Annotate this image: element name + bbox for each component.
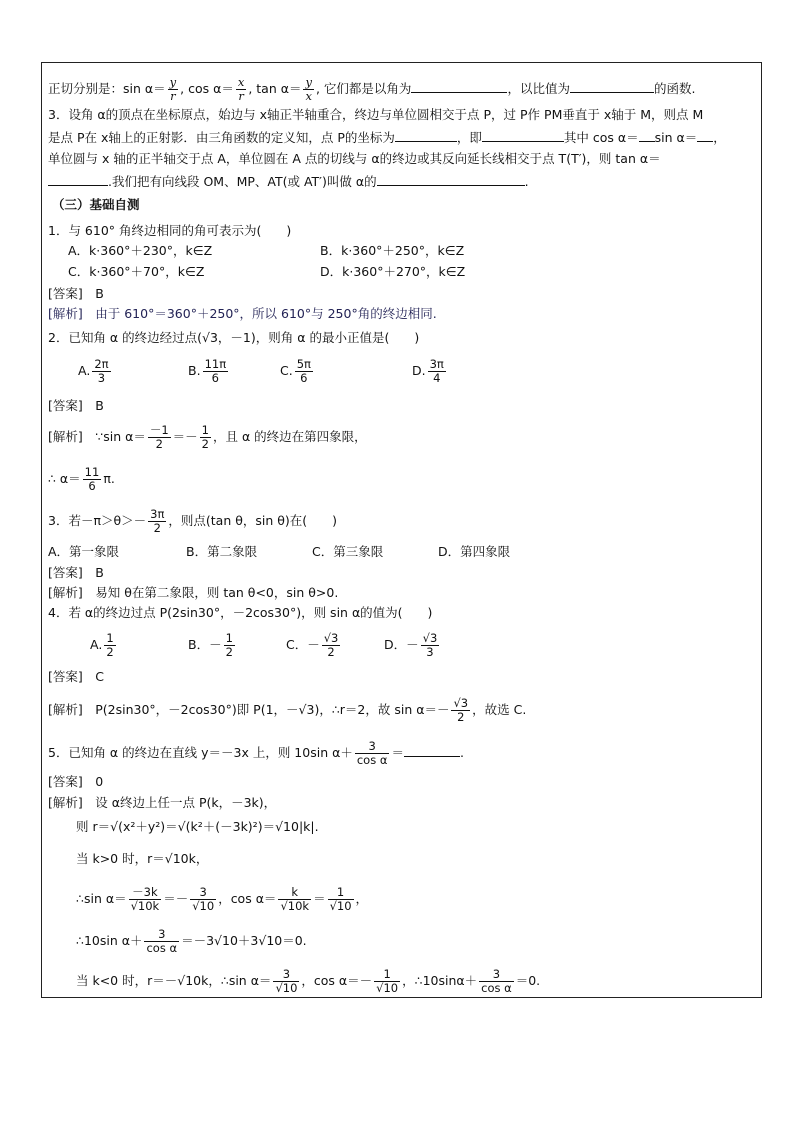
fraction: [273, 968, 299, 995]
q1-stem: 1．与 610° 角终边相同的角可表示为( ): [48, 223, 292, 238]
denominator: 2: [201, 437, 209, 451]
text: , cos α＝: [180, 81, 234, 96]
fraction: [92, 358, 110, 385]
text: ＝0.: [515, 973, 541, 988]
text: sin α＝: [654, 130, 698, 145]
intro-line-1: [48, 76, 695, 103]
text: ，cos α＝－: [301, 973, 373, 988]
numerator: k: [278, 886, 311, 900]
q1-option-b: B．k·360°＋250°，k∈Z: [320, 243, 465, 258]
text: ∴ α＝: [48, 471, 81, 486]
numerator: 2π: [94, 357, 109, 371]
numerator: 3: [190, 886, 216, 900]
fraction: [451, 697, 470, 724]
numerator: 3: [479, 968, 514, 982]
q3-option-c: C．第三象限: [312, 544, 384, 559]
text: ＝－3√10＋3√10＝0.: [181, 933, 307, 948]
fraction: [355, 740, 390, 767]
fraction: [428, 358, 446, 385]
fraction: [104, 632, 115, 659]
text: C.: [280, 363, 293, 378]
q3-analysis: [解析] 易知 θ在第二象限，则 tan θ<0，sin θ>0.: [48, 585, 339, 600]
numerator: 1: [106, 631, 114, 645]
text: ，即: [456, 130, 482, 145]
text: B．－: [188, 637, 222, 652]
denominator: 2: [225, 645, 233, 659]
q4-option-a: [90, 632, 118, 659]
denominator: x: [305, 89, 312, 103]
numerator: 1: [374, 968, 400, 982]
numerator: 11π: [204, 357, 227, 371]
denominator: 2: [155, 437, 163, 451]
denominator: 3: [97, 371, 106, 385]
text: 是点 P在 x轴上的正射影．由三角函数的定义知，点 P的坐标为: [48, 130, 395, 145]
q1-option-c: C．k·360°＋70°，k∈Z: [68, 264, 205, 279]
q1-option-d: D．k·360°＋270°，k∈Z: [320, 264, 466, 279]
numerator: √3: [422, 631, 438, 645]
fraction: [236, 76, 247, 103]
intro-p3-line-4: [48, 172, 529, 191]
fraction: [421, 632, 440, 659]
denominator: √10k: [130, 899, 160, 913]
text: , tan α＝: [248, 81, 302, 96]
numerator: 1: [328, 886, 354, 900]
q2-option-b: [188, 358, 230, 385]
text: ，cos α＝: [218, 891, 277, 906]
text: A.: [78, 363, 91, 378]
q5-analysis-1: [解析] 设 α终边上任一点 P(k，－3k)，: [48, 795, 277, 810]
q4-option-d: [384, 632, 441, 659]
denominator: √10: [275, 981, 298, 995]
denominator: 2: [327, 645, 335, 659]
fraction: [303, 76, 314, 103]
denominator: √10: [329, 899, 352, 913]
q2-option-c: [280, 358, 315, 385]
q3-stem: [48, 508, 337, 535]
numerator: x: [237, 75, 245, 89]
text: ＝: [313, 891, 326, 906]
q4-option-b: [188, 632, 237, 659]
text: ，故选 C.: [472, 702, 527, 717]
fraction: [322, 632, 341, 659]
denominator: 6: [88, 479, 96, 493]
text: ＝: [391, 745, 404, 760]
numerator: －3k: [129, 886, 162, 900]
text: B.: [188, 363, 201, 378]
blank: [48, 172, 108, 186]
text: ，: [355, 891, 369, 906]
fraction: [278, 886, 311, 913]
text: 的函数.: [653, 81, 696, 96]
numerator: y: [305, 75, 312, 89]
text: [解析] ∵sin α＝: [48, 429, 146, 444]
text: ，: [713, 130, 726, 145]
blank: [411, 79, 507, 93]
text: ＝－: [172, 429, 198, 444]
denominator: 3: [426, 645, 434, 659]
fraction: [224, 632, 235, 659]
text: ，以比值为: [507, 81, 570, 96]
numerator: √3: [453, 696, 469, 710]
intro-p3-line-1: 3．设角 α的顶点在坐标原点，始边与 x轴正半轴重合，终边与单位圆相交于点 P，过 P作 PM垂直于 x轴于 M，则点 M: [48, 107, 704, 122]
text: D．－: [384, 637, 419, 652]
q4-stem: 4．若 α的终边过点 P(2sin30°，－2cos30°)，则 sin α的值为( ): [48, 605, 433, 620]
text: 当 k<0 时，r＝－√10k，∴sin α＝: [76, 973, 272, 988]
numerator: 3π: [150, 507, 165, 521]
numerator: 3: [273, 968, 299, 982]
text: D.: [412, 363, 426, 378]
blank: [570, 79, 654, 93]
q1-answer: [答案] B: [48, 286, 104, 301]
q1-analysis: [解析] 由于 610°＝360°＋250°，所以 610°与 250°角的终边相同.: [48, 306, 437, 321]
q3-answer: [答案] B: [48, 565, 104, 580]
numerator: 3: [144, 928, 179, 942]
denominator: cos α: [356, 753, 388, 767]
text: 3．若－π＞θ＞－: [48, 513, 147, 528]
fraction: [203, 358, 229, 385]
q4-analysis: [48, 697, 526, 724]
fraction: [148, 508, 166, 535]
denominator: 6: [211, 371, 219, 385]
q5-analysis-4: [76, 886, 368, 913]
fraction: [328, 886, 354, 913]
section-title: （三）基础自测: [52, 197, 140, 212]
q2-option-a: [78, 358, 113, 385]
q2-stem: 2．已知角 α 的终边经过点(√3，－1)，则角 α 的最小正值是( ): [48, 330, 420, 345]
fraction: [148, 424, 171, 451]
denominator: √10k: [280, 899, 310, 913]
blank: [482, 128, 564, 142]
denominator: 6: [300, 371, 308, 385]
denominator: √10: [376, 981, 399, 995]
q3-option-d: D．第四象限: [438, 544, 511, 559]
q5-answer: [答案] 0: [48, 774, 104, 789]
blank: [395, 128, 457, 142]
fraction: [479, 968, 514, 995]
fraction: [83, 466, 102, 493]
denominator: √10: [192, 899, 215, 913]
numerator: 1: [225, 631, 233, 645]
text: A.: [90, 637, 103, 652]
blank: [377, 172, 525, 186]
fraction: [168, 76, 179, 103]
q2-answer: [答案] B: [48, 398, 104, 413]
text: ∴10sin α＋: [76, 933, 143, 948]
q3-option-b: B．第二象限: [186, 544, 258, 559]
denominator: r: [170, 89, 176, 103]
text: 正切分别是：sin α＝: [48, 81, 166, 96]
blank: [639, 128, 655, 142]
fraction: [190, 886, 216, 913]
intro-p3-line-2: [48, 128, 726, 147]
denominator: 4: [433, 371, 441, 385]
numerator: 3: [355, 740, 390, 754]
q2-option-d: [412, 358, 448, 385]
numerator: 1: [201, 423, 209, 437]
q5-analysis-2: 则 r＝√(x²＋y²)＝√(k²＋(－3k)²)＝√10|k|.: [76, 819, 319, 834]
text: 其中 cos α＝: [563, 130, 639, 145]
denominator: r: [238, 89, 244, 103]
q2-analysis: [48, 424, 367, 451]
fraction: [374, 968, 400, 995]
denominator: 2: [457, 710, 465, 724]
q2-conclusion: [48, 466, 115, 493]
denominator: cos α: [146, 941, 178, 955]
text: .我们把有向线段 OM、MP、AT(或 AT′)叫做 α的: [108, 174, 377, 189]
text: [解析] P(2sin30°，－2cos30°)即 P(1，－√3)，∴r＝2，故 sin α＝－: [48, 702, 450, 717]
fraction: [129, 886, 162, 913]
denominator: 2: [106, 645, 114, 659]
fraction: [144, 928, 179, 955]
q1-option-a: A．k·360°＋230°，k∈Z: [68, 243, 213, 258]
q5-stem: [48, 740, 464, 767]
numerator: 3π: [429, 357, 444, 371]
text: 5．已知角 α 的终边在直线 y＝－3x 上，则 10sin α＋: [48, 745, 353, 760]
numerator: 11: [84, 465, 100, 479]
q4-option-c: [286, 632, 342, 659]
blank: [404, 743, 460, 757]
numerator: －1: [149, 423, 169, 437]
q5-analysis-5: [76, 928, 307, 955]
numerator: √3: [323, 631, 339, 645]
text: ，且 α 的终边在第四象限，: [213, 429, 367, 444]
text: .: [459, 745, 464, 760]
text: ∴sin α＝: [76, 891, 127, 906]
text: ，则点(tan θ，sin θ)在( ): [168, 513, 338, 528]
text: , 它们都是以角为: [315, 81, 412, 96]
text: C．－: [286, 637, 320, 652]
numerator: 5π: [296, 357, 311, 371]
text: ＝－: [163, 891, 189, 906]
denominator: cos α: [481, 981, 512, 995]
text: ，∴10sinα＋: [402, 973, 478, 988]
q5-analysis-6: [76, 968, 540, 995]
fraction: [200, 424, 211, 451]
fraction: [295, 358, 313, 385]
denominator: 2: [153, 521, 161, 535]
q3-option-a: A．第一象限: [48, 544, 120, 559]
q5-analysis-3: 当 k>0 时，r＝√10k，: [76, 851, 209, 866]
q4-answer: [答案] C: [48, 669, 104, 684]
text: π.: [103, 471, 115, 486]
text: .: [524, 174, 529, 189]
numerator: y: [169, 75, 177, 89]
blank: [697, 128, 713, 142]
intro-p3-line-3: 单位圆与 x 轴的正半轴交于点 A，单位圆在 A 点的切线与 α的终边或其反向延长线相交于点 T(T′)，则 tan α＝: [48, 151, 661, 166]
